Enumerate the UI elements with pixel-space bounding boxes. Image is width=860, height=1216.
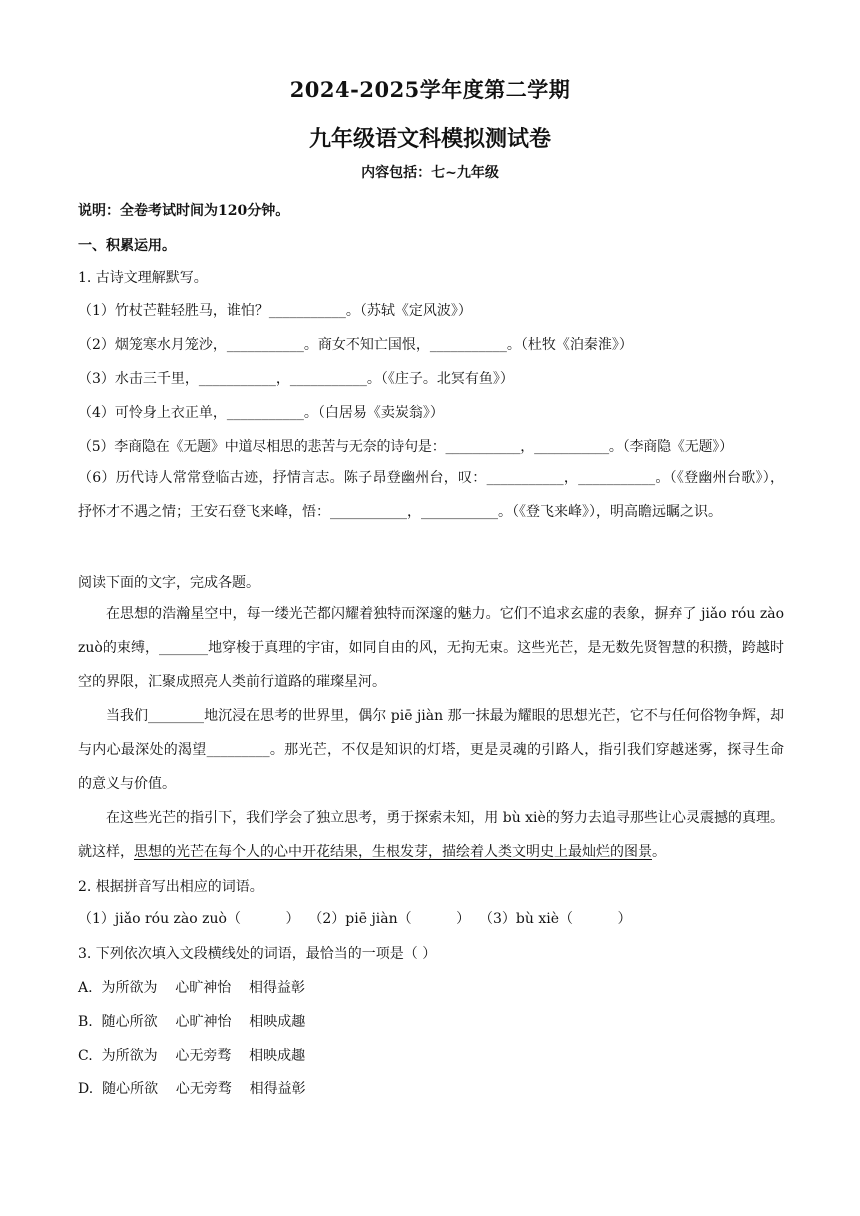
question-1-item-6: （6）历代诗人常常登临古迹，抒情言志。陈子昂登幽州台，叹：___________，___________。（《登幽州台歌》），抒怀才不遇之情；王安石登飞来峰，悟：___________，___________。（《登飞来峰》），明高瞻远瞩之识。 [78,470,784,520]
reading-paragraph-3 [78,801,784,869]
option-a: A. 为所欲为 心旷神怡 相得益彰 [78,980,306,996]
option-b: B. 随心所欲 心旷神怡 相映成趣 [78,1014,306,1030]
question-1-item: （2）烟笼寒水月笼沙，___________。商女不知亡国恨，___________。（杜牧《泊秦淮》） [78,337,633,353]
question-2-stem: 2. 根据拼音写出相应的词语。 [78,879,264,895]
section-heading: 一、积累运用。 [78,238,176,254]
exam-instructions: 说明：全卷考试时间为120分钟。 [78,203,290,219]
underlined-sentence: 思想的光芒在每个人的心中开花结果，生根发芽，描绘着人类文明史上最灿烂的图景 [134,844,652,860]
reading-paragraph-3-text: 在这些光芒的指引下，我们学会了独立思考，勇于探索未知，用 bù xiè的努力去追寻那些让心灵震撼的真理。就这样， [78,810,784,860]
option-d: D. 随心所欲 心无旁骛 相得益彰 [78,1081,306,1097]
reading-paragraph-1: 在思想的浩瀚星空中，每一缕光芒都闪耀着独特而深邃的魅力。它们不追求玄虚的表象，摒弃了 jiǎo róu zào zuò的束缚，_______地穿梭于真理的宇宙，如同自由的风，无拘无束。这些光芒，是无数先贤智慧的积攒，跨越时空的界限，汇聚成照亮人类前行道路的璀璨星河。 [78,606,784,690]
question-1-item: （3）水击三千里，___________，___________。（《庄子。北冥有鱼》） [78,371,514,387]
question-1-stem: 1. 古诗文理解默写。 [78,270,208,286]
option-c: C. 为所欲为 心无旁骛 相映成趣 [78,1048,306,1064]
question-1-item: （4）可怜身上衣正单，___________。（白居易《卖炭翁》） [78,405,444,421]
exam-title-year: 2024-2025学年度第二学期 [289,77,571,102]
reading-paragraph-2: 当我们________地沉浸在思考的世界里，偶尔 piē jiàn 那一抹最为耀眼的思想光芒，它不与任何俗物争辉，却与内心最深处的渴望_________。那光芒，不仅是知识的灯塔，更是灵魂的引路人，指引我们穿越迷雾，探寻生命的意义与价值。 [78,708,784,792]
reading-paragraph-3-end: 。 [652,844,666,860]
exam-scope: 内容包括：七~九年级 [361,165,499,181]
question-1-item: （5）李商隐在《无题》中道尽相思的悲苦与无奈的诗句是：___________，___________。（李商隐《无题》） [78,439,733,455]
exam-title: 九年级语文科模拟测试卷 [308,126,551,152]
reading-intro: 阅读下面的文字，完成各题。 [78,575,260,591]
question-3-stem: 3. 下列依次填入文段横线处的词语，最恰当的一项是（ ） [78,946,437,962]
question-2-blanks: （1）jiǎo róu zào zuò（ ） （2）piē jiàn（ ） （3）bù xiè（ ） [78,911,632,927]
question-1-item: （1）竹杖芒鞋轻胜马，谁怕？___________。（苏轼《定风波》） [78,303,472,319]
